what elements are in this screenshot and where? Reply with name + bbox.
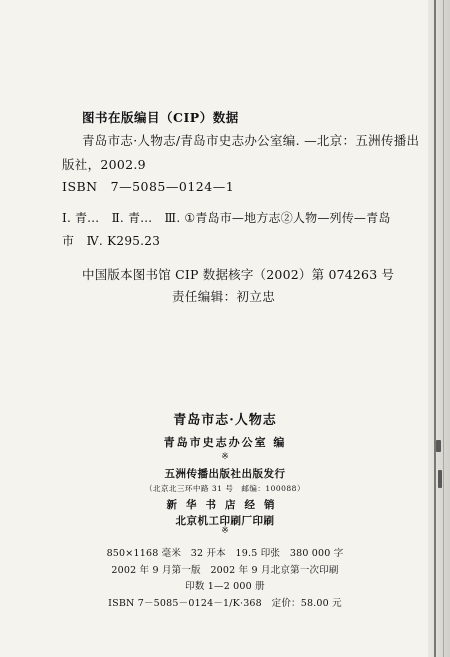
separator-mark: ※ [221,452,229,462]
printer: 北京机工印刷厂印刷 [175,515,275,527]
cip-title: 图书在版编目（CIP）数据 [82,110,239,125]
cip-classification-line1: Ⅰ. 青… Ⅱ. 青… Ⅲ. ①青岛市—地方志②人物—列传—青岛 [62,211,391,225]
compiler: 青岛市史志办公室 编 [163,436,287,449]
separator-mark: ※ [221,526,229,536]
cip-entry-line1: 青岛市志·人物志/青岛市史志办公室编. —北京：五洲传播出 [82,133,420,148]
book-title: 青岛市志·人物志 [173,413,277,428]
cip-entry-line2: 版社，2002.9 [62,157,146,172]
cip-isbn: ISBN 7—5085—0124—1 [62,179,235,194]
distributor: 新华书店经销 [166,499,284,511]
responsible-editor: 责任编辑：初立忠 [172,289,276,304]
publisher-address: （北京北三环中路 31 号 邮编：100088） [145,484,305,493]
cip-classification-line2: 市 Ⅳ. K295.23 [62,234,161,248]
edition-info: 2002 年 9 月第一版 2002 年 9 月北京第一次印刷 [111,565,339,576]
publisher: 五洲传播出版社出版发行 [164,468,286,480]
print-run: 印数 1—2 000 册 [185,581,265,592]
cip-data-number: 中国版本图书馆 CIP 数据核字（2002）第 074263 号 [82,267,395,282]
print-specs: 850×1168 毫米 32 开本 19.5 印张 380 000 字 [106,548,344,559]
isbn-price: ISBN 7－5085－0124－1/K·368 定价：58.00 元 [108,598,342,609]
